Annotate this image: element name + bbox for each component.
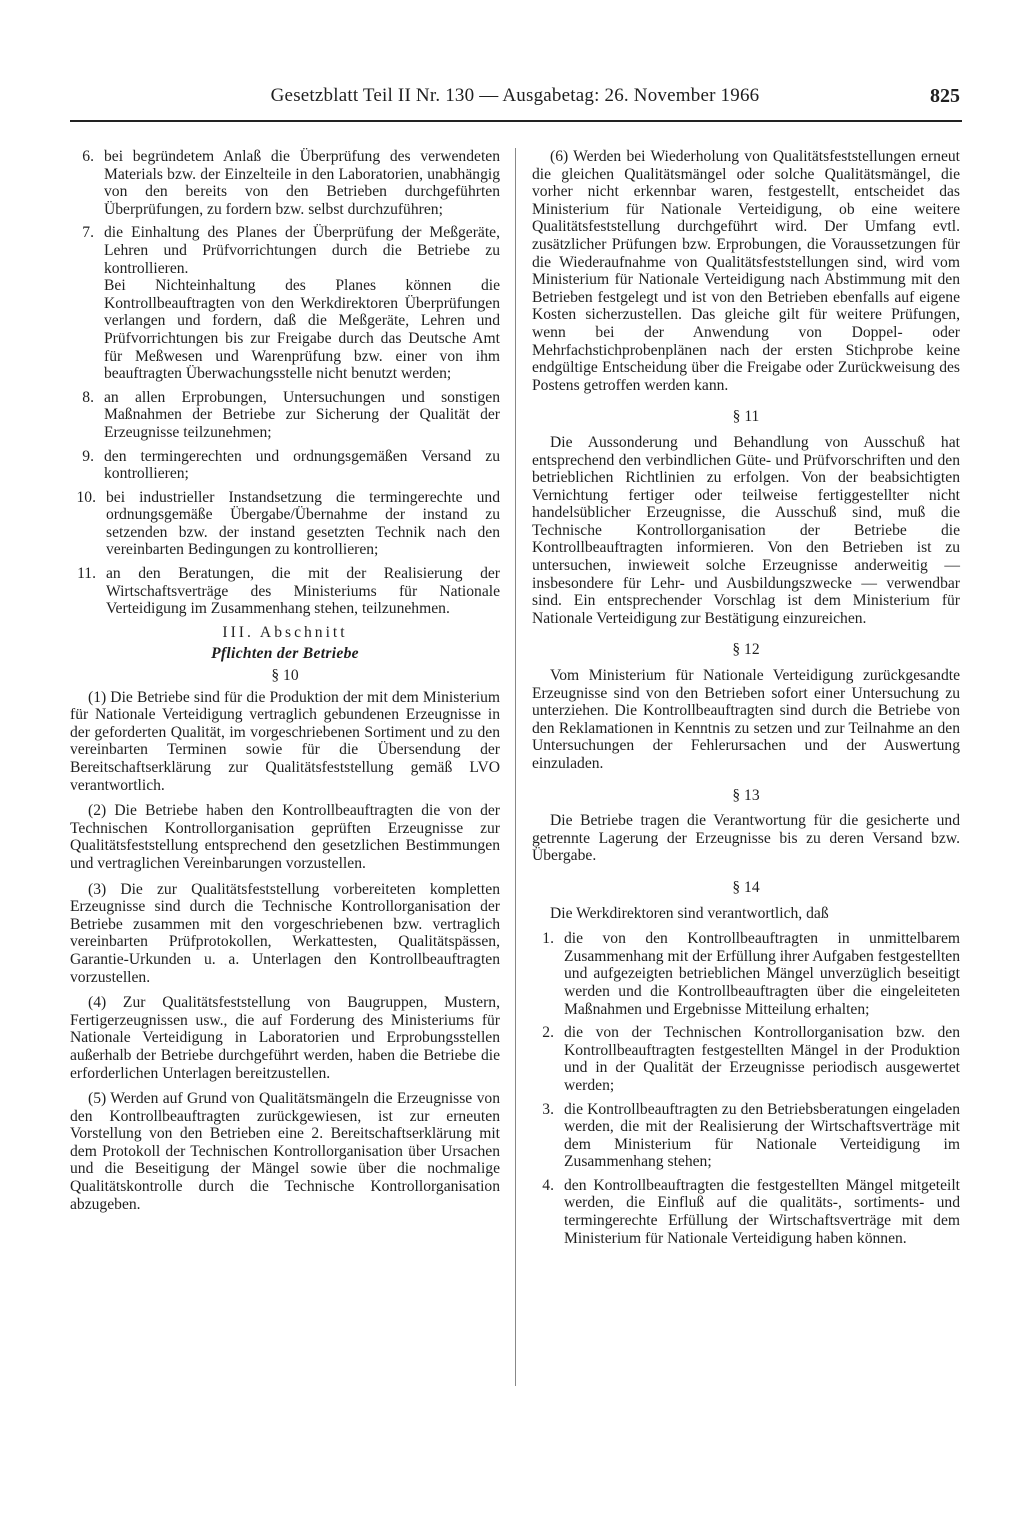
paragraph: (1) Die Betriebe sind für die Produktion der mit dem Ministerium für Nationale Verteidigung vertraglich gebundenen Erzeugnisse in der geforderten Qualität, im vorgeschriebenen Sortiment und zu den vereinbarten Terminen sowie für die Übersendung der Bereitschaftserklärung zur Qualitätsfeststellung gemäß LVO verantwortlich. xyxy=(70,688,500,794)
list-item xyxy=(532,1101,960,1171)
list-item xyxy=(532,1024,960,1094)
list-item xyxy=(70,224,500,382)
list-item xyxy=(70,565,500,618)
item-number: 11. xyxy=(77,565,96,583)
page-number: 825 xyxy=(930,85,960,107)
paragraph: Vom Ministerium für Nationale Verteidigung zurückgesandte Erzeugnisse sind von den Betrieben sofort einer Untersuchung zu unterziehen. Die Kontrollbeauftragten sind durch die Betriebe von den Reklamationen in Kenntnis zu setzen und zur Teilnahme an den Untersuchungen der Fehlerursachen und der Auswertung einzuladen. xyxy=(532,667,960,772)
item-number: 2. xyxy=(542,1024,554,1042)
section-heading: III. Abschnitt xyxy=(222,623,348,641)
column-divider xyxy=(515,148,516,1386)
item-text: den Kontrollbeauftragten die festgestellten Mängel mitgeteilt werden, die Einfluß auf die qualitäts-, sortiments- und termingerechte Erfüllung der Wirtschaftsverträge mit dem Ministerium für Nationale Verteidigung haben können. xyxy=(564,1176,960,1247)
item-number: 6. xyxy=(82,148,94,165)
list-item xyxy=(532,1177,960,1247)
item-number: 9. xyxy=(82,447,94,465)
page-header xyxy=(70,85,960,115)
paragraph-title: § 14 xyxy=(732,878,760,896)
item-text: die Kontrollbeauftragten zu den Betriebsberatungen eingeladen werden, die mit der Realisierung der Wirtschaftsverträge mit dem Ministerium für Nationale Verteidigung im Zusammenhang stehen; xyxy=(564,1100,960,1171)
numbered-list xyxy=(532,930,960,1247)
item-number: 8. xyxy=(82,388,94,406)
list-item xyxy=(70,448,500,483)
list-item xyxy=(70,389,500,442)
paragraph: (5) Werden auf Grund von Qualitätsmängeln die Erzeugnisse von den Kontrollbeauftragten zurückgewiesen, ist zur erneuten Vorstellung von den Betrieben eine 2. Bereitschaftserklärung mit dem Protokoll der Technischen Kontrollorganisation über Ursachen und die Beseitigung der Mängel sowie über die nochmalige Qualitätskontrolle durch die Technische Kontrollorganisation abzugeben. xyxy=(70,1090,500,1213)
header-rule xyxy=(70,120,962,122)
item-text: die Einhaltung des Planes der Überprüfung der Meßgeräte, Lehren und Prüfvorrichtungen durch die Betriebe zu kontrollieren. xyxy=(104,224,500,277)
paragraph-title: § 13 xyxy=(732,786,760,804)
paragraph: (4) Zur Qualitätsfeststellung von Baugruppen, Mustern, Fertigerzeugnissen usw., die auf Forderung des Ministeriums für Nationale Verteidigung in Laboratorien und Erprobungsstellen außerhalb der Betriebe durchgeführt werden, haben die Betriebe die erforderlichen Unterlagen bereitzustellen. xyxy=(70,994,500,1082)
paragraph: Die Betriebe tragen die Verantwortung für die gesicherte und getrennte Lagerung der Erzeugnisse bis zu deren Versand bzw. Übergabe. xyxy=(532,812,960,865)
item-number: 7. xyxy=(82,224,94,242)
paragraph-title: § 12 xyxy=(732,641,760,659)
section-subheading: Pflichten der Betriebe xyxy=(211,645,359,663)
paragraph-title: § 11 xyxy=(732,408,760,426)
paragraph: (6) Werden bei Wiederholung von Qualitätsfeststellungen erneut die gleichen Qualitätsmängel oder solche Qualitätsmängel, die vorher nicht erkennbar waren, festgestellt, entscheidet das Ministerium für Nationale Verteidigung, ob eine weitere Qualitätsfeststellung durchgeführt wird. Der Umfang evtl. zusätzlicher Prüfungen bzw. Erprobungen, die Voraussetzungen für die Wiederaufnahme von Qualitätsfeststellungen sind, wird vom Ministerium für Nationale Verteidigung nach Abstimmung mit den Betrieben festgelegt und ist von den Betrieben ebenfalls auf eigene Kosten sicherzustellen. Das gleiche gilt für weitere Prüfungen, wenn bei der Anwendung von Doppel- oder Mehrfachstichprobenplänen nach der ersten Stichprobe keine endgültige Entscheidung über die Freigabe oder Zurückweisung des Postens getroffen werden kann. xyxy=(532,148,960,394)
paragraph-intro: Die Werkdirektoren sind verantwortlich, daß xyxy=(550,904,829,922)
paragraph: (2) Die Betriebe haben den Kontrollbeauftragten die von der Technischen Kontrollorganisation geprüften Erzeugnisse zur Qualitätsfeststellung entsprechend den gesetzlichen Bestimmungen und vertraglichen Vereinbarungen vorzustellen. xyxy=(70,802,500,872)
list-item xyxy=(70,148,500,218)
item-number: 1. xyxy=(542,930,554,948)
item-subtext: Bei Nichteinhaltung des Planes können die Kontrollbeauftragten von den Werkdirektoren Überprüfungen verlangen und fordern, daß die Meßgeräte, Lehren und Prüfvorrichtungen bis zur Freigabe durch das Deutsche Amt für Meßwesen und Warenprüfung bzw. einer von ihm beauftragten Überwachungsstelle nicht benutzt werden; xyxy=(104,277,500,383)
item-text: die von den Kontrollbeauftragten in unmittelbarem Zusammenhang mit der Erfüllung ihrer Aufgaben festgestellten und aufgezeigten betrieblichen Mängel unverzüglich beseitigt werden und die Kontrollbeauftragten über die eingeleiteten Maßnahmen und Ergebnisse Mitteilung erhalten; xyxy=(564,930,960,1018)
paragraph-title: § 10 xyxy=(271,667,299,685)
item-number: 10. xyxy=(76,488,96,506)
item-text: an allen Erprobungen, Untersuchungen und sonstigen Maßnahmen der Betriebe zur Sicherung der Qualität der Erzeugnisse teilzunehmen; xyxy=(104,388,500,441)
list-item xyxy=(70,489,500,559)
paragraph: Die Aussonderung und Behandlung von Ausschuß hat entsprechend den verbindlichen Güte- und Prüfvorschriften und den betrieblichen Richtlinien zu erfolgen. Von der beabsichtigten Vernichtung fertiger oder teilweise fertiggestellter nicht handelsüblicher Erzeugnisse, die Ausschuß sind, muß die Technische Kontrollorganisation der Betriebe die Kontrollbeauftragten informieren. Von den Betrieben ist zu untersuchen, inwieweit solche Erzeugnisse anderweitig — insbesondere für Lehr- und Ausbildungszwecke — verwendbar sind. Ein entsprechender Vorschlag ist dem Ministerium für Nationale Verteidigung zur Bestätigung einzureichen. xyxy=(532,433,960,627)
item-text: die von der Technischen Kontrollorganisation bzw. den Kontrollbeauftragten festgestellten Mängel in der Produktion und in der Qualität der Erzeugnisse periodisch ausgewertet werden; xyxy=(564,1024,960,1094)
list-item xyxy=(532,930,960,1018)
item-text: den termingerechten und ordnungsgemäßen Versand zu kontrollieren; xyxy=(104,447,500,483)
paragraph: (3) Die zur Qualitätsfeststellung vorbereiteten kompletten Erzeugnisse sind durch die Technische Kontrollorganisation der Betriebe zusammen mit den vorgeschriebenen bzw. vertraglich vereinbarten Prüfprotokollen, Werkattesten, Qualitätspässen, Garantie-Urkunden u. a. Unterlagen den Kontrollbeauftragten vorzustellen. xyxy=(70,880,500,986)
left-column xyxy=(70,148,500,1221)
item-number: 3. xyxy=(542,1100,554,1118)
item-text: an den Beratungen, die mit der Realisierung der Wirtschaftsverträge des Ministeriums für Nationale Verteidigung im Zusammenhang stehen, teilzunehmen. xyxy=(106,565,500,618)
header-title: Gesetzblatt Teil II Nr. 130 — Ausgabetag: 26. November 1966 xyxy=(270,85,760,106)
item-number: 4. xyxy=(542,1176,554,1194)
right-column xyxy=(532,148,960,1253)
item-text: bei industrieller Instandsetzung die termingerechte und ordnungsgemäße Übergabe/Übernahme der instand zu setzenden bzw. der instand gesetzten Technik nach den vereinbarten Bedingungen zu kontrollieren; xyxy=(106,488,500,559)
item-text: bei begründetem Anlaß die Überprüfung des verwendeten Materials bzw. der Einzelteile in den Laboratorien, unabhängig von den bereits von den Betrieben durchgeführten Überprüfungen, zu fordern bzw. selbst durchzuführen; xyxy=(104,148,500,218)
